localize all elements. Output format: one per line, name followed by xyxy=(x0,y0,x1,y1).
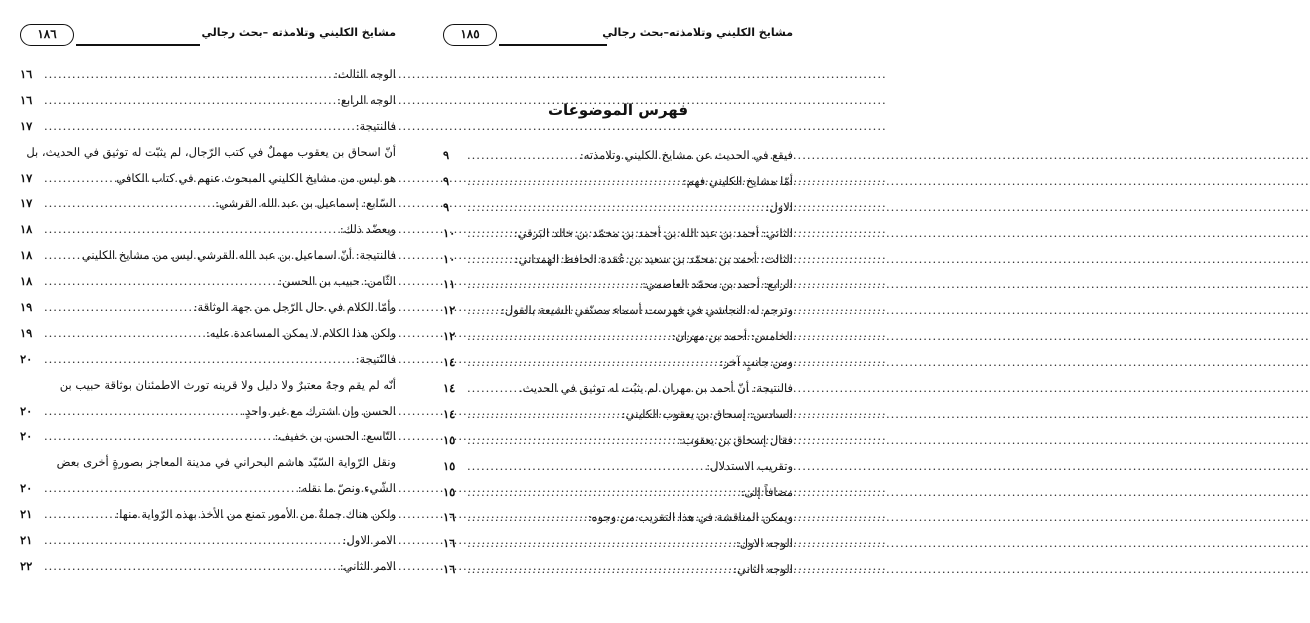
dot-leader xyxy=(44,191,215,217)
entry-page-number: ١٠ xyxy=(443,225,456,240)
index-entry xyxy=(443,350,793,376)
dot-leader xyxy=(467,221,514,247)
entry-text: الشّيء ونصّ ما نقله: xyxy=(297,481,396,496)
page-number-badge: ١٨٦ xyxy=(20,24,74,46)
index-entry xyxy=(20,166,396,192)
header-title: مشايخ الكليني وتلامذته –بحث رجالي xyxy=(201,26,396,39)
dot-leader xyxy=(44,528,343,554)
index-entry xyxy=(443,376,793,402)
entry-text: أمّا مشايخ الكليني فهم: xyxy=(682,173,793,188)
dot-leader xyxy=(44,554,340,580)
entry-text: الحسن وإن اشترك مع غير واحدٍ. xyxy=(241,403,396,418)
index-entries xyxy=(443,143,793,583)
right-page xyxy=(443,0,793,623)
entry-text: الثاني: أحمد بن عبد الله بن أحمد بن محمّد بن خالد البَرقي: xyxy=(513,225,793,240)
paragraph-line: أنّه لم يقم وجهٌ معتبرٌ ولا دليل ولا قرينه تورث الاطمئنان بوثاقة حبيب بن xyxy=(59,377,396,392)
index-entry xyxy=(20,114,396,140)
index-entry xyxy=(20,88,396,114)
dot-leader xyxy=(44,114,356,140)
entry-page-number: ١٦ xyxy=(443,536,456,551)
dot-leader xyxy=(467,143,580,169)
entry-page-number: ٢٠ xyxy=(20,403,33,418)
index-entry xyxy=(443,272,793,298)
page-header xyxy=(443,24,793,50)
entry-text: السادس: إسحاق بن يعقوب الكليني: xyxy=(621,406,793,421)
entry-page-number: ١٨ xyxy=(20,222,33,237)
index-entry xyxy=(20,424,396,450)
index-entry xyxy=(443,169,793,195)
index-entry xyxy=(443,454,793,480)
paragraph-line: ونقل الرّواية السّيّد هاشم البحراني في مدينة المعاجز بصورةٍ أخرى بعض xyxy=(56,455,396,470)
entry-text: هو ليس من مشايخ الكليني المبحوث عنهم في كتاب الكافي xyxy=(116,170,396,185)
dot-leader xyxy=(467,531,736,557)
index-entry xyxy=(20,217,396,243)
dot-leader xyxy=(44,88,337,114)
index-entry xyxy=(443,505,793,531)
dot-leader xyxy=(44,476,298,502)
entry-text: ولكن هذا الكلام لا يمكن المساعدة عليه: xyxy=(205,325,396,340)
index-entry xyxy=(443,298,793,324)
entry-text: ولكن هناك جملةٌ من الأمور تمنع من الأخذ بهذه الرّواية منها: xyxy=(115,507,396,522)
paragraph-line: أنّ اسحاق بن يعقوب مهملٌ في كتب الرّجال، لم يثبّت له توثيق في الحديث، بل xyxy=(26,144,396,159)
dot-leader xyxy=(467,480,741,506)
header-title: مشايخ الكليني وتلامذته–بحث رجالي xyxy=(602,26,793,39)
dot-leader xyxy=(467,350,720,376)
dot-leader xyxy=(44,166,116,192)
entry-text: وتقريب الاستدلال: xyxy=(706,458,793,473)
header-rule xyxy=(76,44,200,46)
dot-leader xyxy=(467,324,671,350)
entry-page-number: ١٧ xyxy=(20,170,33,185)
index-entry xyxy=(20,62,396,88)
entry-page-number: ٩ xyxy=(443,148,450,162)
entry-text: الوجه الرابع: xyxy=(336,92,396,107)
dot-leader xyxy=(467,402,622,428)
entry-text: فقال إسحاق بن يعقوب: xyxy=(679,432,793,447)
dot-leader xyxy=(44,62,334,88)
entry-page-number: ٢٢ xyxy=(20,558,33,573)
index-entry xyxy=(443,143,793,169)
dot-leader xyxy=(467,169,683,195)
dot-leader xyxy=(44,424,274,450)
header-rule xyxy=(499,44,607,46)
index-entry xyxy=(443,195,793,221)
entry-page-number: ٢١ xyxy=(20,533,33,548)
entry-page-number: ١٠ xyxy=(443,251,456,266)
index-entry xyxy=(443,221,793,247)
dot-leader xyxy=(467,376,519,402)
dot-leader xyxy=(44,269,278,295)
dot-leader xyxy=(44,243,82,269)
entry-page-number: ١١ xyxy=(443,277,456,292)
entry-page-number: ١٤ xyxy=(443,355,456,370)
entry-page-number: ١٤ xyxy=(443,381,456,396)
dot-leader xyxy=(44,502,115,528)
dot-leader xyxy=(44,399,242,425)
index-entry xyxy=(20,528,396,554)
entry-page-number: ١٢ xyxy=(443,329,456,344)
entry-page-number: ١٦ xyxy=(20,92,33,107)
page-header xyxy=(20,24,396,50)
index-entry xyxy=(20,269,396,295)
entry-text: الثّامن: حبيب بن الحسن: xyxy=(278,274,396,289)
entry-page-number: ١٨ xyxy=(20,248,33,263)
entry-page-number: ١٧ xyxy=(20,196,33,211)
entry-text: الاول: xyxy=(765,199,793,214)
dot-leader xyxy=(44,217,340,243)
entry-text: وأمّا الكلام في حال الرّجل من جهة الوثاقة: xyxy=(193,300,396,315)
left-page xyxy=(20,0,396,623)
entry-text: السّابع: إسماعيل بن عبد الله القرشي: xyxy=(215,196,396,211)
entry-page-number: ٩ xyxy=(443,199,450,214)
entry-page-number: ١٧ xyxy=(20,118,33,133)
entry-text: الخامس: أحمد بن مهران: xyxy=(671,329,793,344)
entry-page-number: ١٩ xyxy=(20,325,33,340)
entry-page-number: ١٥ xyxy=(443,458,456,473)
entry-text: الوجه الثاني: xyxy=(733,562,793,577)
index-entry xyxy=(20,243,396,269)
entry-text: وترجم له النجاشي في فهرست أسماء مصنّفي الشيعة بالقول: xyxy=(501,303,793,318)
dot-leader xyxy=(44,321,206,347)
dot-leader xyxy=(44,347,356,373)
index-entry xyxy=(20,295,396,321)
dot-leader xyxy=(467,247,515,273)
entry-page-number: ٩ xyxy=(443,173,450,188)
entry-text: الوجه الثالث: xyxy=(334,67,396,81)
entry-text: التّاسع: الحسن بن خفيف: xyxy=(274,429,396,444)
index-entry xyxy=(443,428,793,454)
entry-page-number: ١٩ xyxy=(20,300,33,315)
entry-page-number: ١٤ xyxy=(443,406,456,421)
index-entry xyxy=(443,402,793,428)
entry-text: الثالث: أحمد بن محمّد بن سعيد بن عُقدة الحافظ الهمداني: xyxy=(514,251,793,266)
page-number-badge: ١٨٥ xyxy=(443,24,497,46)
index-entry xyxy=(443,557,793,583)
index-entry xyxy=(20,554,396,580)
entry-page-number: ٢١ xyxy=(20,507,33,522)
index-title: فهرس الموضوعات xyxy=(547,101,689,119)
entry-text: فالنّتيجة: xyxy=(355,351,396,366)
entry-text: ومن جانبٍ آخر: xyxy=(719,355,793,370)
index-entry xyxy=(443,324,793,350)
dot-leader xyxy=(467,298,501,324)
entry-text: الوجه الاول: xyxy=(735,536,793,551)
entry-page-number: ١٦ xyxy=(443,562,456,577)
dot-leader xyxy=(467,557,733,583)
index-entry xyxy=(20,476,396,502)
entry-text: فالنتيجة: أنّ أحمد بن مهران لم يثبُت له توثيق في الحديث. xyxy=(518,381,793,396)
index-entry xyxy=(20,321,396,347)
entry-page-number: ١٨ xyxy=(20,274,33,289)
dot-leader xyxy=(467,454,706,480)
index-entries xyxy=(20,62,396,580)
entry-page-number: ١٦ xyxy=(443,510,456,525)
index-entry xyxy=(443,531,793,557)
index-entry xyxy=(20,399,396,425)
entry-page-number: ١٢ xyxy=(443,303,456,318)
entry-page-number: ٢٠ xyxy=(20,351,33,366)
entry-text: فيقع في الحديث عن مشايخ الكليني وتلامذته: xyxy=(579,148,793,162)
entry-text: ويعضّد ذلك: xyxy=(339,222,396,237)
entry-text: الرابع: أحمد بن محمّد العاصمي: xyxy=(642,277,793,292)
entry-text: فالنتيجة: أنّ اسماعيل بن عبد الله القرشي ليس من مشايخ الكليني xyxy=(81,248,396,263)
index-entry xyxy=(443,480,793,506)
dot-leader xyxy=(44,295,194,321)
entry-page-number: ٢٠ xyxy=(20,429,33,444)
dot-leader xyxy=(467,428,679,454)
entry-text: الامر الثاني: xyxy=(339,558,396,573)
entry-text: فالنتيجة: xyxy=(355,118,396,133)
dot-leader xyxy=(467,505,588,531)
index-entry xyxy=(20,191,396,217)
entry-text: الامر الاول: xyxy=(342,533,396,548)
entry-page-number: ١٥ xyxy=(443,432,456,447)
entry-page-number: ١٦ xyxy=(20,67,33,81)
dot-leader xyxy=(467,195,765,221)
index-entry xyxy=(20,502,396,528)
entry-text: مضافاً إلى: xyxy=(740,484,793,499)
dot-leader xyxy=(467,272,642,298)
entry-page-number: ١٥ xyxy=(443,484,456,499)
index-entry xyxy=(20,347,396,373)
index-entry xyxy=(443,247,793,273)
entry-page-number: ٢٠ xyxy=(20,481,33,496)
entry-text: ويمكن المناقشة في هذا التقريب من وجوه: xyxy=(587,510,793,525)
